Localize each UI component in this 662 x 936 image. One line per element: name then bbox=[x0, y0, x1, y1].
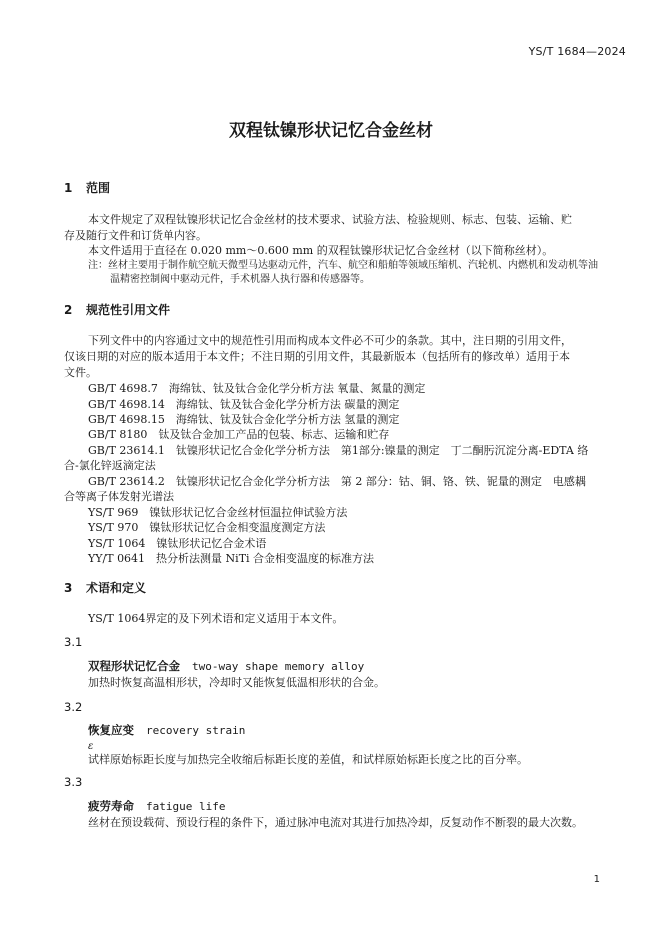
section-heading-normative bbox=[64, 302, 170, 318]
terms-intro: YS/T 1064界定的及下列术语和定义适用于本文件。 bbox=[88, 612, 344, 625]
term-number: 3.1 bbox=[64, 635, 83, 649]
term-name: 双程形状记忆合金 bbox=[88, 659, 180, 673]
normative-intro-line-2: 仅该日期的对应的版本适用于本文件；不注日期的引用文件，其最新版本（包括所有的修改单）适用于本 bbox=[64, 350, 570, 363]
reference-item: YS/T 970 镍钛形状记忆合金相变温度测定方法 bbox=[88, 521, 326, 534]
term-definition: 加热时恢复高温相形状，冷却时又能恢复低温相形状的合金。 bbox=[88, 676, 385, 689]
term-definition: 试样原始标距长度与加热完全收缩后标距长度的差值，和试样原始标距长度之比的百分率。 bbox=[88, 753, 528, 766]
reference-item: YS/T 969 镍钛形状记忆合金丝材恒温拉伸试验方法 bbox=[88, 506, 348, 519]
reference-item: GB/T 4698.14 海绵钛、钛及钛合金化学分析方法 碳量的测定 bbox=[88, 398, 400, 411]
reference-item: GB/T 4698.15 海绵钛、钛及钛合金化学分析方法 氢量的测定 bbox=[88, 413, 400, 426]
reference-item: YS/T 1064 镍钛形状记忆合金术语 bbox=[88, 537, 267, 550]
term-english: fatigue life bbox=[146, 800, 226, 813]
reference-item: YY/T 0641 热分析法测量 NiTi 合金相变温度的标准方法 bbox=[88, 552, 375, 565]
section-number: 2 bbox=[64, 303, 73, 317]
section-number: 1 bbox=[64, 181, 73, 195]
term-name: 疲劳寿命 bbox=[88, 799, 134, 813]
section-heading-terms bbox=[64, 580, 146, 596]
reference-item: GB/T 4698.7 海绵钛、钛及钛合金化学分析方法 氧量、氮量的测定 bbox=[88, 382, 426, 395]
section-title: 术语和定义 bbox=[86, 581, 147, 595]
scope-note-line-2: 温精密控制阀中驱动元件，手术机器人执行器和传感器等。 bbox=[110, 274, 370, 285]
section-title: 规范性引用文件 bbox=[86, 303, 171, 317]
term-number: 3.3 bbox=[64, 775, 83, 789]
section-heading-scope bbox=[64, 180, 110, 196]
term-english: two-way shape memory alloy bbox=[192, 660, 365, 673]
scope-paragraph-2: 本文件适用于直径在 0.020 mm～0.600 mm 的双程钛镍形状记忆合金丝材（以下简称丝材）。 bbox=[88, 244, 554, 257]
standard-number: YS/T 1684—2024 bbox=[528, 45, 626, 58]
term-name: 恢复应变 bbox=[88, 723, 134, 737]
section-number: 3 bbox=[64, 581, 73, 595]
term-english: recovery strain bbox=[146, 724, 246, 737]
reference-item: GB/T 23614.1 钛镍形状记忆合金化学分析方法 第1部分:镍量的测定 丁二酮肟沉淀分离-EDTA 络 bbox=[88, 444, 589, 457]
reference-item-continuation: 合等离子体发射光谱法 bbox=[64, 490, 174, 503]
page-number: 1 bbox=[593, 874, 600, 885]
normative-intro-line-3: 文件。 bbox=[64, 366, 97, 379]
scope-note-line-1: 注：丝材主要用于制作航空航天微型马达驱动元件，汽车、航空和船舶等领域压缩机、汽轮机、内燃机和发动机等油 bbox=[88, 260, 598, 271]
reference-item-continuation: 合-氯化锌返滴定法 bbox=[64, 459, 156, 472]
scope-paragraph-1-line-2: 存及随行文件和订货单内容。 bbox=[64, 229, 207, 242]
document-title: 双程钛镍形状记忆合金丝材 bbox=[229, 121, 433, 141]
reference-item: GB/T 8180 钛及钛合金加工产品的包装、标志、运输和贮存 bbox=[88, 428, 390, 441]
term-heading bbox=[88, 799, 225, 814]
section-title: 范围 bbox=[86, 181, 111, 195]
term-symbol: ε bbox=[88, 741, 94, 752]
term-heading bbox=[88, 723, 245, 738]
term-number: 3.2 bbox=[64, 700, 83, 714]
term-definition: 丝材在预设载荷、预设行程的条件下，通过脉冲电流对其进行加热冷却，反复动作不断裂的最大次数。 bbox=[88, 816, 583, 829]
normative-intro-line-1: 下列文件中的内容通过文中的规范性引用而构成本文件必不可少的条款。其中，注日期的引用文件， bbox=[88, 334, 572, 347]
scope-paragraph-1-line-1: 本文件规定了双程钛镍形状记忆合金丝材的技术要求、试验方法、检验规则、标志、包装、运输、贮 bbox=[88, 213, 572, 226]
reference-item: GB/T 23614.2 钛镍形状记忆合金化学分析方法 第 2 部分：钴、铜、铬、铁、铌量的测定 电感耦 bbox=[88, 475, 586, 488]
term-heading bbox=[88, 659, 364, 674]
